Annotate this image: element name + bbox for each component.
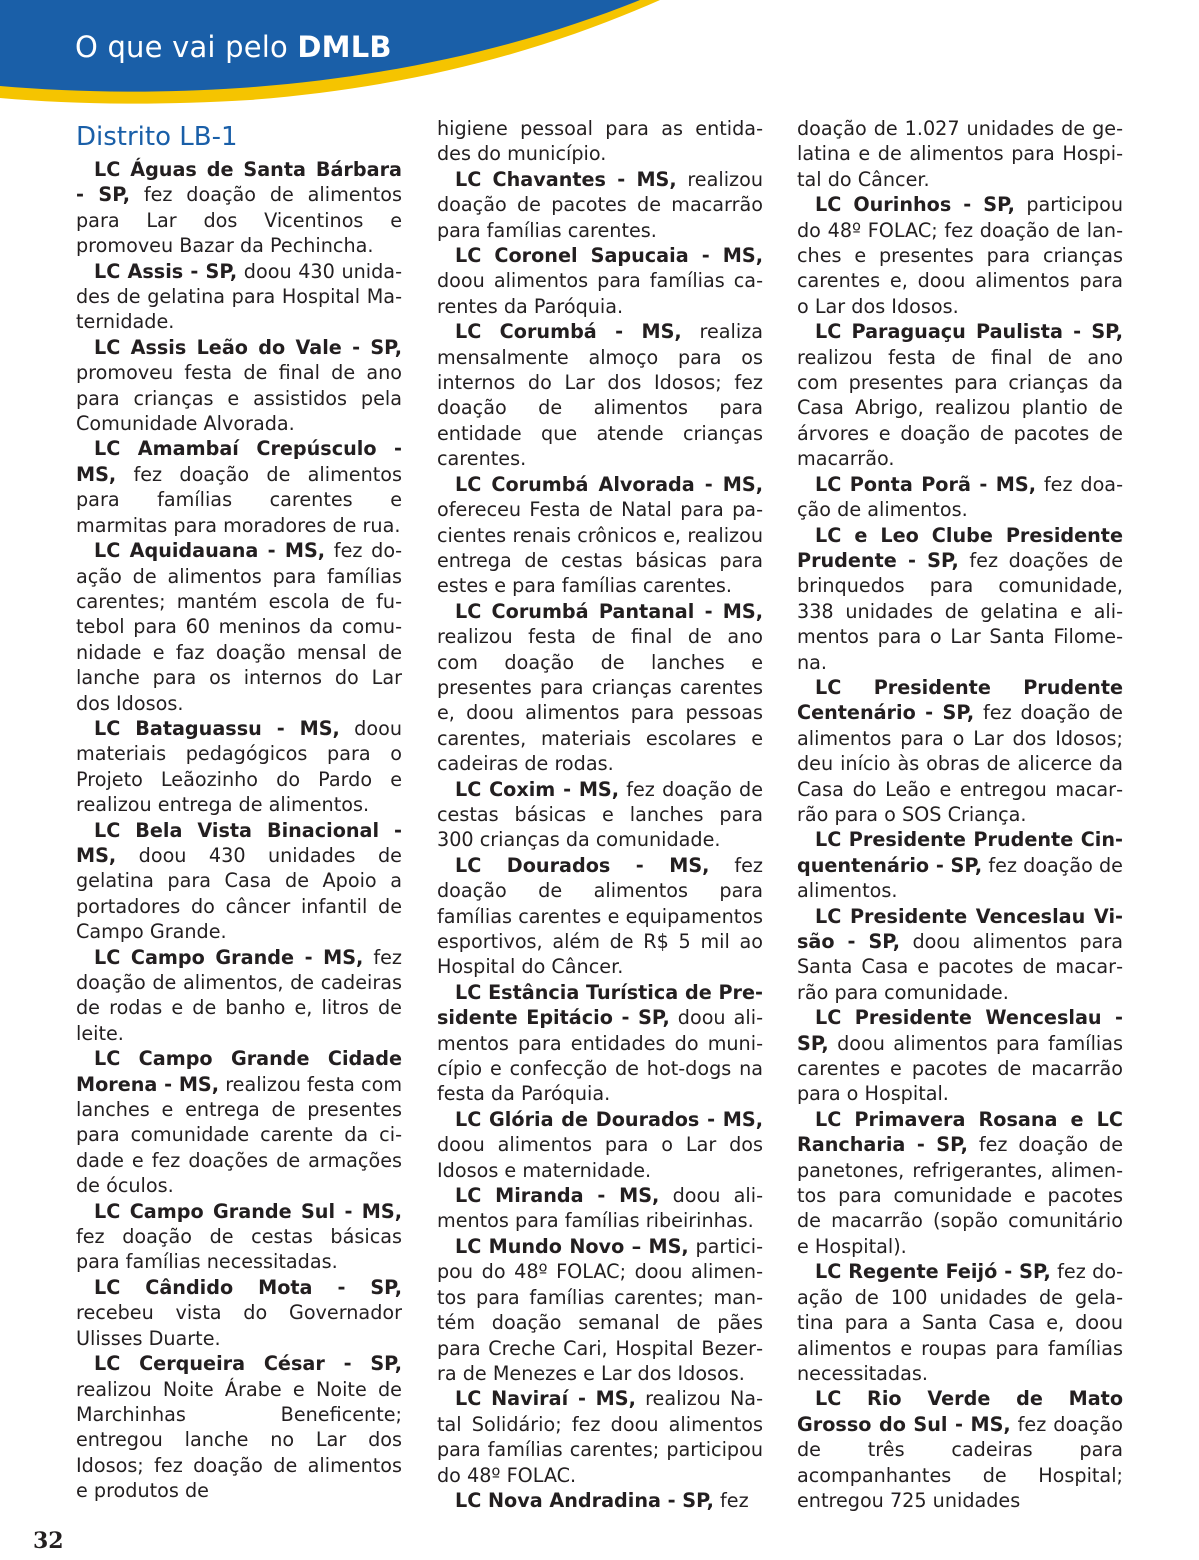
entry-text: doou alimentos para Santa Casa e pacotes de macarrão para comunidade. xyxy=(797,930,1123,1004)
club-entry xyxy=(797,675,1123,827)
entry-text: fez doação de 100 unidades de gelatina para a Santa Casa e, doou alimentos e roupas para famílias necessitadas. xyxy=(797,1260,1124,1385)
club-entry xyxy=(437,777,763,853)
club-name: LC Bataguassu - MS, xyxy=(94,716,340,740)
club-name: LC Rio Verde de Mato Grosso do Sul - MS, xyxy=(797,1387,1123,1436)
club-entry xyxy=(76,818,402,945)
club-name: LC Estância Turística de Presidente Epitácio - SP, xyxy=(437,980,763,1030)
entry-text: fez doação de alimentos para o Lar dos Idosos; deu início às obras de alicerce da Casa do Leão e entregou macarrão para o SOS Criança. xyxy=(797,701,1123,826)
entry-text: fez doação de alimentos para Lar dos Vicentinos e promoveu Bazar da Pechincha. xyxy=(76,183,402,258)
club-name: LC Regente Feijó - SP, xyxy=(815,1260,1051,1284)
club-name: LC Corumbá Pantanal - MS, xyxy=(455,599,763,623)
page-number: 32 xyxy=(33,1528,64,1554)
club-name: LC e Leo Clube Presidente Prudente - SP, xyxy=(797,523,1123,572)
club-name: LC Amambaí Crepúsculo - MS, xyxy=(76,437,402,486)
club-entry xyxy=(797,116,1123,192)
club-entry xyxy=(437,1107,763,1183)
club-name: LC Coxim - MS, xyxy=(455,777,620,801)
club-name: LC Primavera Rosana e LC Rancharia - SP, xyxy=(797,1107,1123,1157)
club-name: LC Nova Andradina - SP, xyxy=(455,1488,714,1512)
club-name: LC Corumbá Alvorada - MS, xyxy=(455,472,763,496)
club-entry xyxy=(76,1199,402,1275)
club-entry xyxy=(437,116,763,167)
club-name: LC Glória de Dourados - MS, xyxy=(455,1107,763,1131)
column-1 xyxy=(76,116,402,1504)
club-name: LC Paraguaçu Paulista - SP, xyxy=(815,320,1123,344)
section-label xyxy=(75,30,392,64)
entry-text: realizou festa com lanches e entrega de presentes para comunidade carente da cidade e fez doações de armações de óculos. xyxy=(76,1072,403,1198)
entry-text: doou alimentos para famílias ribeirinhas. xyxy=(437,1184,764,1233)
entry-text: doou 430 unidades de gelatina para Casa de Apoio a portadores do câncer infantil de Campo Grande. xyxy=(76,843,402,944)
club-name: LC Bela Vista Binacional - MS, xyxy=(76,818,402,867)
entry-text: doou alimentos para o Lar dos Idosos e maternidade. xyxy=(437,1133,763,1182)
entry-text: realizou festa de final de ano com presentes para crianças da Casa Abrigo, realizou plantio de árvores e doação de pacotes de macarrão. xyxy=(797,345,1123,471)
club-entry xyxy=(797,192,1123,319)
club-entry xyxy=(797,1107,1123,1259)
column-3 xyxy=(797,116,1123,1513)
entry-text: doou alimentos para entidades do município e confecção de hot-dogs na festa da Paróquia. xyxy=(437,1006,763,1106)
club-entry xyxy=(437,853,763,980)
club-name: LC Corumbá - MS, xyxy=(455,320,682,344)
entry-text: fez doação de alimentos para famílias carentes e marmitas para moradores de rua. xyxy=(76,462,402,537)
club-name: LC Mundo Novo – MS, xyxy=(455,1234,689,1258)
club-entry xyxy=(437,1386,763,1488)
club-name: LC Assis - SP, xyxy=(94,259,238,283)
club-name: LC Dourados - MS, xyxy=(455,853,710,877)
entry-continuation-text: higiene pessoal para as entidades do município. xyxy=(437,117,763,166)
entry-text: fez doação de panetones, refrigerantes, alimentos para comunidade e pacotes de macarrão (sopão comunitário e Hospital). xyxy=(797,1133,1123,1258)
club-name: LC Ponta Porã - MS, xyxy=(815,472,1036,496)
club-entry xyxy=(797,1386,1123,1513)
club-name: LC Cerqueira César - SP, xyxy=(94,1352,402,1376)
entry-text: fez xyxy=(713,1488,749,1512)
club-entry xyxy=(437,243,763,319)
entry-continuation-text: doação de 1.027 unidades de gelatina e de alimentos para Hospital do Câncer. xyxy=(797,117,1123,191)
entry-text: realizou festa de final de ano com doação de lanches e presentes para crianças carentes e, doou alimentos para pessoas carentes, materiais escolares e cadeiras de rodas. xyxy=(437,625,763,776)
club-name: LC Presidente Venceslau Visão - SP, xyxy=(797,904,1123,953)
entry-text: realizou Natal Solidário; fez doou alimentos para famílias carentes; participou do 48º FOLAC. xyxy=(437,1387,763,1487)
entry-text: fez doação de cestas básicas e lanches para 300 crianças da comunidade. xyxy=(437,777,763,852)
entry-text: fez doação de alimentos para famílias carentes e equipamentos esportivos, além de R$ 5 mil ao Hospital do Câncer. xyxy=(437,853,764,979)
club-entry xyxy=(76,1351,402,1503)
club-entry xyxy=(797,319,1123,471)
club-entry xyxy=(76,335,402,437)
club-entry xyxy=(797,827,1123,903)
club-name: LC Ourinhos - SP, xyxy=(815,193,1015,217)
club-entry xyxy=(797,1005,1123,1107)
club-entry xyxy=(797,472,1123,523)
club-entry xyxy=(437,599,763,777)
club-entry xyxy=(437,1488,763,1513)
club-name: LC Campo Grande - MS, xyxy=(94,945,364,969)
entry-text: doou 430 unidades de gelatina para Hospital Maternidade. xyxy=(76,259,402,334)
club-name: LC Miranda - MS, xyxy=(455,1184,660,1208)
entry-text: fez doação de alimentos para famílias carentes; mantém escola de futebol para 60 meninos da comunidade e faz doação mensal de lanche para os internos do Lar dos Idosos. xyxy=(76,539,403,715)
entry-text: doou materiais pedagógicos para o Projeto Leãozinho do Pardo e realizou entrega de alimentos. xyxy=(76,716,402,817)
entry-text: ofereceu Festa de Natal para pacientes renais crônicos e, realizou entrega de cestas básicas para estes e para famílias carentes. xyxy=(437,498,763,598)
section-label-prefix: O que vai pelo xyxy=(75,30,288,64)
club-entry xyxy=(76,1046,402,1198)
club-entry xyxy=(76,538,402,716)
club-entry xyxy=(76,716,402,818)
district-title: Distrito LB-1 xyxy=(76,122,238,152)
club-entry xyxy=(437,472,763,599)
entry-text: fez doação de alimentos, de cadeiras de rodas e de banho e, litros de leite. xyxy=(76,945,403,1045)
column-2 xyxy=(437,116,763,1513)
entry-text: realizou Noite Árabe e Noite de Marchinhas Beneficente; entregou lanche no Lar dos Idosos; fez doação de alimentos e produtos de xyxy=(76,1377,402,1503)
club-name: LC Presidente Prudente Cinquentenário - SP, xyxy=(797,828,1123,877)
club-entry xyxy=(797,523,1123,675)
entry-text: realiza mensalmente almoço para os internos do Lar dos Idosos; fez doação de alimentos para entidade que atende crianças carentes. xyxy=(437,320,764,471)
club-name: LC Cândido Mota - SP, xyxy=(94,1275,402,1299)
club-entry xyxy=(76,436,402,538)
club-name: LC Águas de Santa Bárbara - SP, xyxy=(76,158,402,207)
club-entry xyxy=(76,259,402,335)
entry-text: fez doação de três cadeiras para acompanhantes de Hospital; entregou 725 unidades xyxy=(797,1412,1123,1512)
club-entry xyxy=(76,157,402,259)
club-entry xyxy=(437,1183,763,1234)
club-entry xyxy=(437,167,763,243)
club-entry xyxy=(437,1234,763,1386)
club-entry xyxy=(437,980,763,1107)
club-name: LC Campo Grande Sul - MS, xyxy=(94,1199,402,1223)
club-name: LC Aquidauana - MS, xyxy=(94,539,326,563)
club-name: LC Coronel Sapucaia - MS, xyxy=(455,244,763,268)
entry-text: fez doação de alimentos. xyxy=(797,853,1123,903)
club-name: LC Campo Grande Cidade Morena - MS, xyxy=(76,1047,402,1096)
entry-text: recebeu vista do Governador Ulisses Duarte. xyxy=(76,1301,402,1350)
entry-text: fez doação de cestas básicas para famílias necessitadas. xyxy=(76,1225,402,1274)
club-entry xyxy=(437,319,763,471)
club-entry xyxy=(797,904,1123,1006)
club-entry xyxy=(76,945,402,1047)
club-entry xyxy=(797,1259,1123,1386)
entry-text: participou do 48º FOLAC; doou alimentos para famílias carentes; mantém doação semanal de pães para Creche Cari, Hospital Bezerra de Menezes e Lar dos Idosos. xyxy=(437,1234,763,1385)
entry-text: realizou doação de pacotes de macarrão para famílias carentes. xyxy=(437,167,763,242)
entry-text: fez doações de brinquedos para comunidade, 338 unidades de gelatina e alimentos para o Lar Santa Filomena. xyxy=(797,548,1123,674)
entry-text: promoveu festa de final de ano para crianças e assistidos pela Comunidade Alvorada. xyxy=(76,361,402,436)
entry-text: fez doação de alimentos. xyxy=(797,472,1124,522)
club-entry xyxy=(76,1275,402,1351)
entry-text: participou do 48º FOLAC; fez doação de lanches e presentes para crianças carentes e, doou alimentos para o Lar dos Idosos. xyxy=(797,193,1124,318)
club-name: LC Assis Leão do Vale - SP, xyxy=(94,335,402,359)
club-name: LC Presidente Wenceslau - SP, xyxy=(797,1006,1123,1055)
club-name: LC Presidente Prudente Centenário - SP, xyxy=(797,675,1123,725)
entry-text: doou alimentos para famílias carentes e pacotes de macarrão para o Hospital. xyxy=(797,1031,1123,1106)
club-name: LC Naviraí - MS, xyxy=(455,1387,636,1411)
entry-text: doou alimentos para famílias carentes da Paróquia. xyxy=(437,269,763,318)
club-name: LC Chavantes - MS, xyxy=(455,167,677,191)
section-label-brand: DMLB xyxy=(297,30,392,64)
